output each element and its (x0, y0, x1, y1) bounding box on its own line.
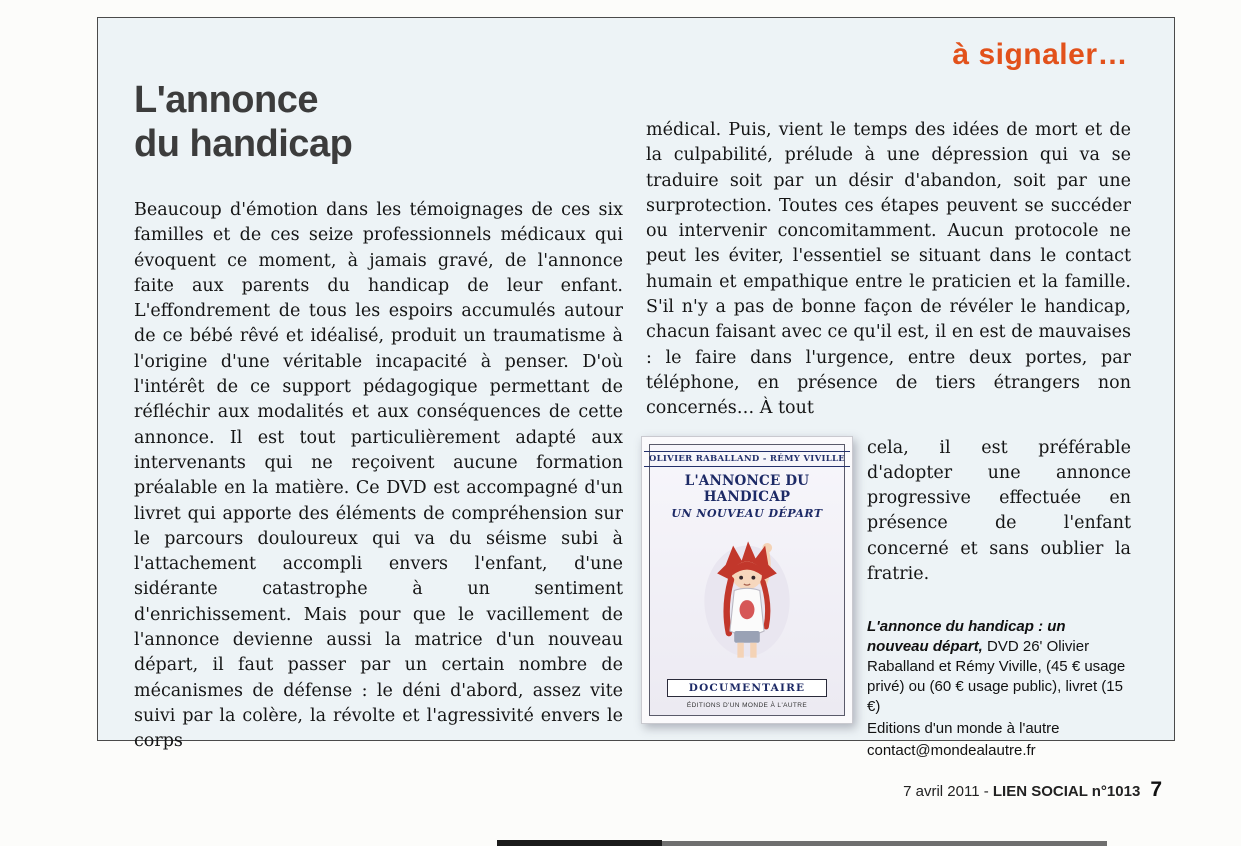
dvd-cover-authors: OLIVIER RABALLAND - RÉMY VIVILLE (644, 451, 850, 467)
dvd-illustration (654, 520, 840, 679)
footer-date: 7 avril 2011 - (903, 783, 993, 800)
left-column (134, 198, 623, 755)
footer-page-number: 7 (1150, 778, 1162, 801)
footer-journal: LIEN SOCIAL n°1013 (992, 783, 1141, 800)
dvd-side-column (867, 436, 1131, 762)
article-title-line1: L'annonce (134, 79, 318, 121)
caption-publisher: Editions d'un monde à l'autre (867, 720, 1060, 738)
dvd-cover-title: L'ANNONCE DU HANDICAP (684, 472, 810, 505)
dvd-caption (867, 617, 1131, 761)
right-column (646, 118, 1131, 761)
dvd-cover-inner (649, 444, 845, 716)
article-body-right: médical. Puis, vient le temps des idées de mort et de la culpabilité, prélude à une dépression qui va se traduire soit par un désir d'abandon, soit par une surprotection. Toutes ces étapes peuvent se succéder ou intervenir concomitamment. Aucun protocole ne peut les éviter, l'essentiel se situant dans le contact humain et empathique entre le praticien et la famille. S'il n'y a pas de bonne façon de révéler le handicap, chacun faisant avec ce qu'il est, il en est de mauvaises : le faire dans l'urgence, entre deux portes, par téléphone, en présence de tiers étrangers non concernés… À tout (646, 120, 1131, 419)
article-title-line2: du handicap (134, 123, 353, 165)
caption-title: L'annonce du handicap : un nouveau départ, (867, 618, 1066, 656)
article-title (134, 78, 352, 166)
article-panel (97, 17, 1175, 760)
manga-girl-illustration-icon (692, 535, 802, 663)
section-label: à signaler… (952, 38, 1128, 71)
dvd-cover (641, 436, 853, 724)
page-footer (903, 778, 1162, 802)
scan-artifact-bar-gray (662, 841, 1107, 846)
dvd-cover-subtitle: UN NOUVEAU DÉPART (671, 506, 823, 520)
article-body-wrap: cela, il est préférable d'adopter une annonce progressive effectuée en présence de l'enfant concerné et sans oublier la fratrie. (867, 437, 1131, 585)
article-body-left: Beaucoup d'émotion dans les témoignages de ces six familles et de ces seize professionnels médicaux qui évoquent ce moment, à jamais gravé, de l'annonce faite aux parents du handicap de leur enfant. L'effondrement de tous les espoirs accumulés autour de ce bébé rêvé et idéalisé, produit un traumatisme à l'origine d'une véritable incapacité à penser. D'où l'intérêt de ce support pédagogique permettant de réfléchir aux modalités et aux conséquences de cette annonce. Il est tout particulièrement adapté aux intervenants qui ne reçoivent aucune formation préalable en la matière. Ce DVD est accompagné d'un livret qui apporte des éléments de compréhension sur le parcours douloureux qui va du séisme subi à l'attachement accompli envers l'enfant, d'une sidérante catastrophe à un sentiment d'enrichissement. Mais pour que le vacillement de l'annonce devienne aussi la matrice d'un nouveau départ, il faut passer par un certain nombre de mécanismes de défense : le déni d'abord, assez vite suivi par la colère, la révolte et l'agressivité envers le corps (134, 200, 623, 752)
dvd-publisher-logo: ÉDITIONS D'UN MONDE À L'AUTRE (686, 701, 808, 709)
dvd-media-row (646, 436, 1131, 762)
scan-artifact-bar-dark (497, 840, 662, 846)
dvd-genre-band: DOCUMENTAIRE (667, 679, 827, 697)
caption-details: DVD 26' Olivier Raballand et Rémy Viville, (45 € usage privé) ou (60 € usage public), livret (15 €) (867, 638, 1126, 716)
caption-email: contact@mondealautre.fr (867, 742, 1036, 760)
